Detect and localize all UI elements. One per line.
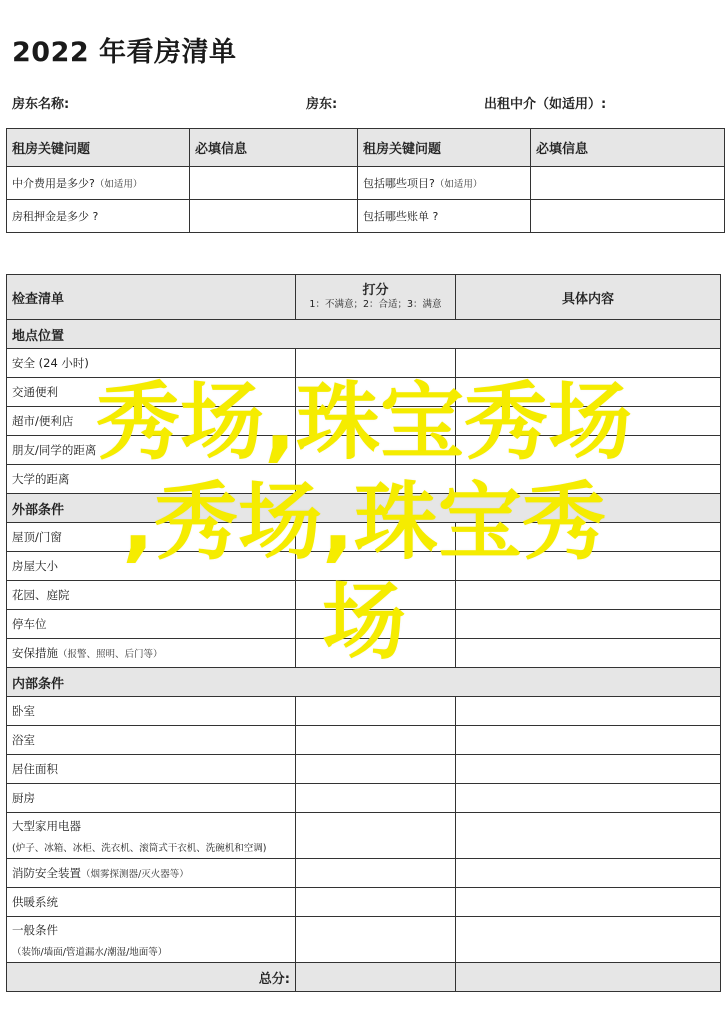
score-input-cell[interactable] — [296, 859, 456, 888]
checklist-item-label: 交通便利 — [12, 385, 58, 399]
checklist-item-cell — [7, 859, 296, 888]
checklist-item-row — [7, 407, 721, 436]
section-row — [7, 494, 721, 523]
checklist-item-label: 浴室 — [12, 733, 35, 747]
detail-input-cell[interactable] — [456, 581, 721, 610]
checklist-table — [6, 274, 721, 992]
detail-input-cell[interactable] — [456, 859, 721, 888]
checklist-item-label: 屋顶/门窗 — [12, 530, 62, 544]
question-text: 包括哪些项目? — [363, 177, 435, 190]
score-scale: 1：不满意；2：合适；3：满意 — [309, 299, 442, 311]
detail-input-cell[interactable] — [456, 697, 721, 726]
total-row — [7, 963, 721, 992]
checklist-item-label: 居住面积 — [12, 762, 58, 776]
checklist-item-cell — [7, 465, 296, 494]
checklist-item-row — [7, 639, 721, 668]
checklist-item-cell — [7, 755, 296, 784]
detail-input-cell[interactable] — [456, 436, 721, 465]
detail-input-cell[interactable] — [456, 639, 721, 668]
checklist-item-label: 花园、庭院 — [12, 588, 70, 602]
score-input-cell[interactable] — [296, 581, 456, 610]
section-row — [7, 668, 721, 697]
total-score-cell[interactable] — [296, 963, 456, 992]
checklist-item-cell — [7, 349, 296, 378]
score-column-header — [296, 275, 456, 320]
question-cell — [358, 167, 531, 200]
checklist-item-note: （装饰/墙面/管道漏水/潮湿/地面等） — [12, 946, 168, 958]
score-input-cell[interactable] — [296, 465, 456, 494]
checklist-item-label: 房屋大小 — [12, 559, 58, 573]
answer-cell[interactable] — [190, 200, 358, 233]
checklist-item-label: 安保措施 — [12, 646, 58, 660]
column-header: 租房关键问题 — [358, 129, 531, 167]
question-note: （如适用） — [434, 179, 483, 190]
table-header-row — [7, 129, 725, 167]
checklist-item-label: 一般条件 — [12, 922, 58, 937]
table-row — [7, 167, 725, 200]
checklist-item-note: (炉子、冰箱、冰柜、洗衣机、滚筒式干衣机、洗碗机和空调) — [12, 842, 267, 854]
answer-cell[interactable] — [531, 200, 725, 233]
checklist-item-row — [7, 552, 721, 581]
detail-input-cell[interactable] — [456, 888, 721, 917]
checklist-item-row — [7, 378, 721, 407]
watermark-line: 场 — [321, 573, 406, 671]
column-header: 租房关键问题 — [7, 129, 190, 167]
score-input-cell[interactable] — [296, 697, 456, 726]
watermark-line: 秀场,珠宝秀场 — [96, 373, 632, 471]
checklist-item-row — [7, 859, 721, 888]
detail-input-cell[interactable] — [456, 784, 721, 813]
detail-input-cell[interactable] — [456, 726, 721, 755]
score-input-cell[interactable] — [296, 813, 456, 859]
detail-input-cell[interactable] — [456, 523, 721, 552]
score-input-cell[interactable] — [296, 610, 456, 639]
checklist-item-row — [7, 784, 721, 813]
answer-cell[interactable] — [531, 167, 725, 200]
column-header: 必填信息 — [531, 129, 725, 167]
checklist-item-row — [7, 888, 721, 917]
checklist-item-cell — [7, 581, 296, 610]
checklist-item-row — [7, 581, 721, 610]
checklist-column-header: 检查清单 — [7, 275, 296, 320]
detail-input-cell[interactable] — [456, 813, 721, 859]
agent-fee-label: 出租中介（如适用）: — [484, 97, 607, 112]
score-input-cell[interactable] — [296, 349, 456, 378]
checklist-item-cell — [7, 697, 296, 726]
checklist-item-cell — [7, 888, 296, 917]
detail-input-cell[interactable] — [456, 465, 721, 494]
question-cell — [7, 200, 190, 233]
content-column-header: 具体内容 — [456, 275, 721, 320]
checklist-item-row — [7, 917, 721, 963]
score-input-cell[interactable] — [296, 407, 456, 436]
checklist-item-label: 停车位 — [12, 617, 47, 631]
checklist-item-note: （烟雾探测器/灭火器等） — [81, 869, 189, 880]
checklist-item-row — [7, 436, 721, 465]
detail-input-cell[interactable] — [456, 610, 721, 639]
checklist-item-label: 超市/便利店 — [12, 414, 74, 428]
section-title: 内部条件 — [7, 668, 721, 697]
checklist-item-cell — [7, 639, 296, 668]
detail-input-cell[interactable] — [456, 378, 721, 407]
checklist-item-label: 安全 (24 小时) — [12, 356, 89, 370]
question-text: 房租押金是多少 ? — [12, 210, 99, 223]
checklist-item-row — [7, 726, 721, 755]
checklist-item-row — [7, 755, 721, 784]
landlord-name-label: 房东名称: — [12, 97, 70, 112]
checklist-item-row — [7, 465, 721, 494]
score-input-cell[interactable] — [296, 726, 456, 755]
question-cell — [7, 167, 190, 200]
checklist-item-label: 大学的距离 — [12, 472, 70, 486]
section-row — [7, 320, 721, 349]
checklist-item-label: 大型家用电器 — [12, 818, 81, 833]
section-title: 外部条件 — [7, 494, 721, 523]
checklist-item-label: 朋友/同学的距离 — [12, 443, 97, 457]
question-cell — [358, 200, 531, 233]
score-input-cell[interactable] — [296, 378, 456, 407]
detail-input-cell[interactable] — [456, 552, 721, 581]
detail-input-cell[interactable] — [456, 755, 721, 784]
checklist-item-label: 厨房 — [12, 791, 35, 805]
question-text: 包括哪些账单 ? — [363, 210, 439, 223]
checklist-item-label: 卧室 — [12, 704, 35, 718]
checklist-item-cell — [7, 917, 296, 963]
section-title: 地点位置 — [7, 320, 721, 349]
checklist-header-row — [7, 275, 721, 320]
detail-input-cell[interactable] — [456, 917, 721, 963]
watermark-line: ,秀场,珠宝秀 — [122, 473, 606, 571]
score-input-cell[interactable] — [296, 784, 456, 813]
checklist-item-label: 供暖系统 — [12, 895, 58, 909]
score-input-cell[interactable] — [296, 639, 456, 668]
document-title: 2022 年看房清单 — [12, 37, 237, 68]
score-input-cell[interactable] — [296, 917, 456, 963]
answer-cell[interactable] — [190, 167, 358, 200]
score-input-cell[interactable] — [296, 436, 456, 465]
table-row — [7, 200, 725, 233]
checklist-item-cell — [7, 523, 296, 552]
checklist-item-cell — [7, 378, 296, 407]
score-input-cell[interactable] — [296, 888, 456, 917]
question-text: 中介费用是多少? — [12, 177, 95, 190]
checklist-item-cell — [7, 813, 296, 859]
checklist-item-cell — [7, 436, 296, 465]
score-input-cell[interactable] — [296, 552, 456, 581]
detail-input-cell[interactable] — [456, 407, 721, 436]
score-input-cell[interactable] — [296, 755, 456, 784]
checklist-item-note: （报警、照明、后门等） — [58, 649, 163, 660]
checklist-item-cell — [7, 784, 296, 813]
total-label: 总分: — [7, 963, 296, 992]
checklist-item-row — [7, 813, 721, 859]
score-input-cell[interactable] — [296, 523, 456, 552]
key-questions-table — [6, 128, 725, 233]
checklist-item-row — [7, 349, 721, 378]
checklist-item-label: 消防安全装置 — [12, 866, 81, 880]
checklist-item-cell — [7, 726, 296, 755]
score-title: 打分 — [362, 282, 389, 298]
detail-input-cell[interactable] — [456, 349, 721, 378]
checklist-item-cell — [7, 407, 296, 436]
landlord-label: 房东: — [306, 97, 338, 112]
question-note: （如适用） — [94, 179, 143, 190]
checklist-item-row — [7, 523, 721, 552]
checklist-item-row — [7, 697, 721, 726]
checklist-item-cell — [7, 552, 296, 581]
checklist-item-row — [7, 610, 721, 639]
column-header: 必填信息 — [190, 129, 358, 167]
total-detail-cell[interactable] — [456, 963, 721, 992]
checklist-item-cell — [7, 610, 296, 639]
